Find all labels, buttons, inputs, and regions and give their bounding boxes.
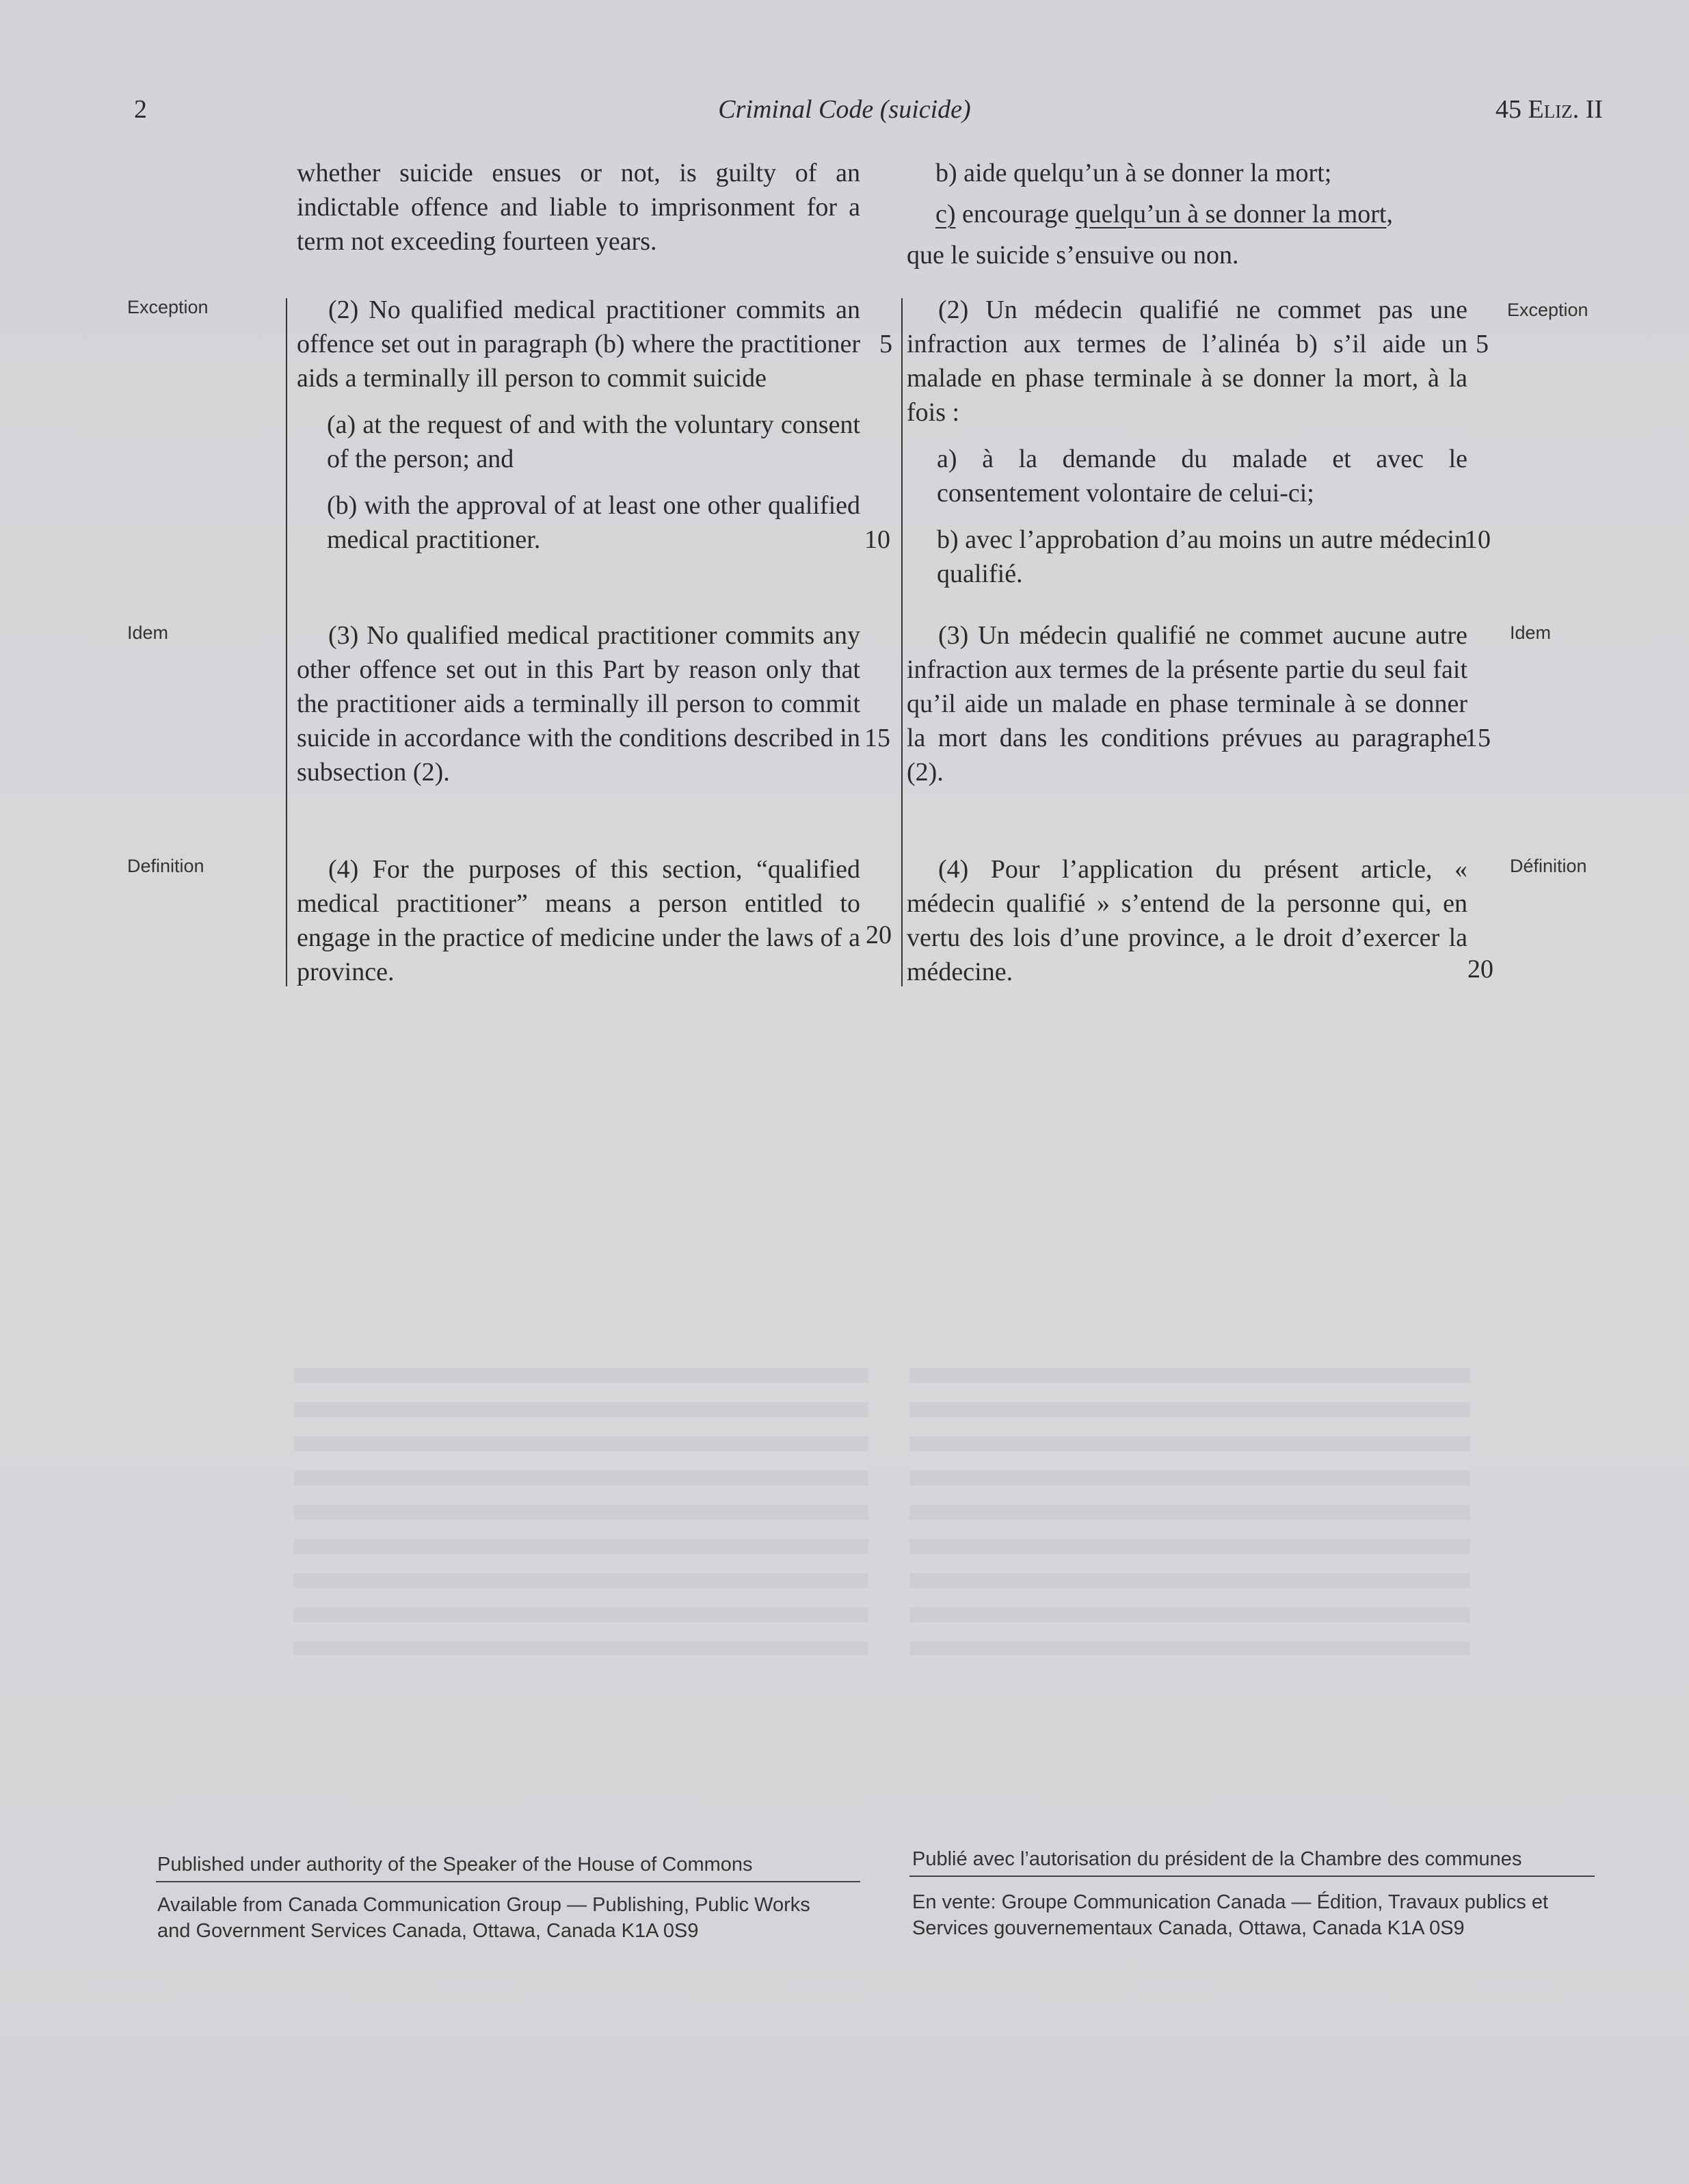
session-smallcaps: Eliz	[1528, 95, 1573, 124]
fr-para-c-pre: encourage	[955, 200, 1076, 228]
bleed-through-right	[909, 1368, 1470, 1655]
en-sub3-text: (3) No qualified medical practitioner commits any other offence set out in this Part by reason only that the practitioner aids a terminally ill person to commit suicide in accordance with the conditions described in subsection (2).	[297, 621, 860, 787]
en-sub2-b: (b) with the approval of at least one other qualified medical practitioner.	[327, 491, 860, 554]
fr-footer-available: En vente: Groupe Communication Canada — Édition, Travaux publics et Services gouvernementaux Canada, Ottawa, Canada K1A 0S9	[912, 1891, 1549, 1939]
en-margin-exception: Exception	[127, 297, 209, 317]
fr-sub2-a: a) à la demande du malade et avec le consentement volontaire de celui-ci;	[937, 445, 1467, 508]
en-margin-idem: Idem	[127, 622, 169, 643]
fr-line-number-15: 15	[1465, 724, 1491, 752]
en-subsection-2	[297, 293, 860, 557]
session-label	[1495, 94, 1603, 124]
fr-sub2-text: (2) Un médecin qualifié ne commet pas une infraction aux termes de l’alinéa b) s’il aide un malade en phase terminale à se donner la mort, à la fois :	[907, 295, 1467, 427]
fr-sub3-text: (3) Un médecin qualifié ne commet aucune autre infraction aux termes de la présente partie du seul fait qu’il aide un malade en phase terminale à se donner la mort dans les conditions prévues au paragraphe (2).	[907, 621, 1467, 787]
fr-sub4-text: (4) Pour l’application du présent article, « médecin qualifié » s’entend de la personne qui, en vertu des lois d’une province, a le droit d’exercer la médecine.	[907, 855, 1467, 986]
fr-intro	[907, 156, 1467, 272]
page-number: 2	[134, 95, 147, 124]
fr-para-b: b) aide quelqu’un à se donner la mort;	[935, 159, 1332, 187]
fr-intro-end: que le suicide s’ensuive ou non.	[907, 241, 1239, 269]
fr-margin-rule	[901, 298, 903, 986]
session-prefix: 45	[1495, 95, 1528, 124]
fr-line-number-20: 20	[1467, 955, 1493, 984]
fr-line-number-10: 10	[1465, 525, 1491, 554]
bleed-through-left	[294, 1368, 868, 1655]
fr-subsection-3	[907, 618, 1467, 789]
en-margin-definition: Definition	[127, 856, 204, 876]
fr-line-number-5: 5	[1476, 330, 1489, 358]
fr-footer-published: Publié avec l’autorisation du président de la Chambre des communes	[912, 1848, 1522, 1870]
en-line-number-20: 20	[866, 921, 892, 949]
en-sub2-a: (a) at the request of and with the voluntary consent of the person; and	[327, 410, 860, 473]
en-line-number-5: 5	[879, 330, 892, 358]
fr-footer-rule	[909, 1876, 1595, 1877]
en-sub2-text: (2) No qualified medical practitioner commits an offence set out in paragraph (b) where the practitioner aids a terminally ill person to commit suicide	[297, 295, 860, 393]
fr-subsection-4	[907, 852, 1467, 989]
en-subsection-3	[297, 618, 860, 789]
fr-sub2-b: b) avec l’approbation d’au moins un autre médecin qualifié.	[937, 525, 1467, 588]
fr-margin-definition: Définition	[1510, 856, 1587, 876]
fr-para-c-post: ,	[1386, 200, 1393, 228]
fr-margin-idem: Idem	[1510, 622, 1552, 643]
en-subsection-4	[297, 852, 860, 989]
fr-margin-exception: Exception	[1507, 300, 1588, 320]
en-margin-rule	[286, 298, 287, 986]
session-suffix: . II	[1572, 95, 1603, 124]
en-line-number-10: 10	[864, 525, 890, 554]
fr-para-c-underlined: quelqu’un à se donner la mort	[1075, 200, 1387, 228]
fr-subsection-2	[907, 293, 1467, 591]
en-line-number-15: 15	[864, 724, 890, 752]
fr-para-c-letter: c)	[935, 200, 956, 228]
en-intro-text: whether suicide ensues or not, is guilty of an indictable offence and liable to imprisonment for a term not exceeding fourteen years.	[297, 159, 860, 256]
en-footer-published: Published under authority of the Speaker of the House of Commons	[157, 1854, 753, 1876]
en-sub4-text: (4) For the purposes of this section, “qualified medical practitioner” means a person entitled to engage in the practice of medicine under the laws of a province.	[297, 855, 860, 986]
fr-para-c	[907, 197, 1467, 231]
en-footer-available: Available from Canada Communication Group — Publishing, Public Works and Government Services Canada, Ottawa, Canada K1A 0S9	[157, 1894, 810, 1942]
running-title: Criminal Code (suicide)	[718, 95, 971, 124]
en-intro	[297, 156, 860, 259]
en-footer-rule	[156, 1881, 860, 1882]
